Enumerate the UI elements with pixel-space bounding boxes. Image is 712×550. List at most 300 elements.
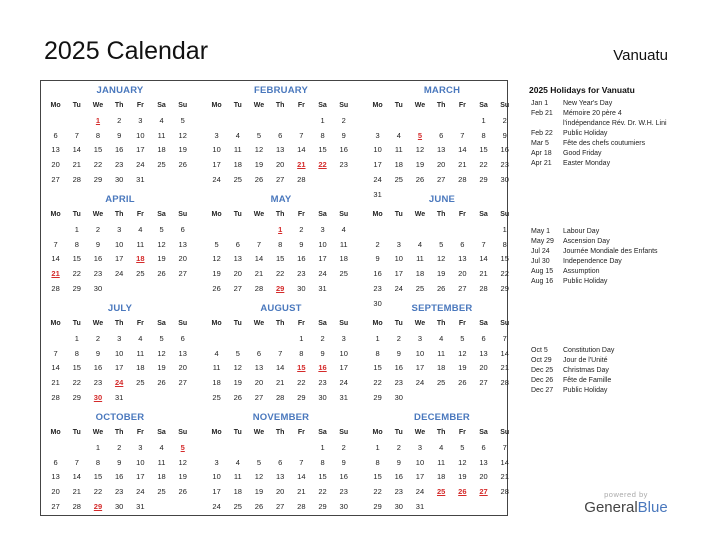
empty-day (151, 282, 172, 297)
month-title: SEPTEMBER (411, 303, 473, 314)
calendar-day: 16 (394, 472, 403, 482)
week-row (206, 391, 356, 406)
calendar-day: 31 (114, 392, 124, 402)
holiday-item (531, 139, 706, 149)
calendar-day: 15 (93, 145, 103, 155)
calendar-day: 15 (500, 254, 509, 264)
calendar-day: 4 (138, 224, 143, 234)
calendar-day: 24 (415, 378, 425, 388)
holiday-name: l'indépendance Rév. Dr. W.H. Lini (563, 120, 667, 127)
calendar-day: 17 (339, 363, 348, 373)
holiday-date: Apr 21 (531, 160, 552, 167)
calendar-day: 16 (339, 472, 348, 482)
week-row (45, 456, 195, 471)
calendar-day: 1 (320, 442, 325, 452)
week-row (206, 282, 356, 297)
calendar-day: 24 (136, 160, 145, 170)
calendar-day: 17 (373, 160, 382, 170)
calendar-day: 3 (214, 457, 219, 467)
calendar-day: 23 (394, 378, 403, 388)
week-row (45, 282, 195, 297)
month-title: FEBRUARY (253, 85, 309, 96)
calendar-day: 25 (212, 392, 221, 402)
calendar-day: 22 (479, 160, 488, 170)
weekday-label: Sa (157, 102, 166, 109)
weekday-label: Th (436, 102, 446, 109)
empty-day (333, 173, 354, 188)
calendar-day: 2 (117, 115, 122, 125)
weekday-header (206, 317, 356, 332)
holiday-day: 27 (479, 487, 488, 497)
calendar-day: 9 (117, 130, 122, 140)
calendar-day: 24 (212, 174, 221, 184)
holiday-item (531, 237, 706, 247)
holiday-date: Jul 30 (531, 258, 550, 265)
calendar-day: 31 (339, 392, 348, 402)
calendar-day: 31 (415, 501, 425, 511)
empty-day (227, 441, 248, 456)
calendar-day: 16 (297, 254, 306, 264)
calendar-day: 11 (394, 145, 403, 155)
calendar-day: 1 (481, 115, 486, 125)
weekday-label: Tu (72, 211, 81, 218)
empty-day (227, 114, 248, 129)
calendar-day: 25 (157, 160, 166, 170)
calendar-day: 21 (297, 487, 306, 497)
month-july (45, 301, 195, 406)
calendar-day: 19 (178, 472, 187, 482)
calendar-day: 29 (373, 392, 382, 402)
calendar-day: 9 (396, 348, 401, 358)
empty-day (494, 500, 515, 515)
calendar-day: 4 (235, 457, 240, 467)
calendar-day: 4 (138, 333, 143, 343)
month-october (45, 410, 195, 515)
empty-day (248, 332, 269, 347)
weekday-label: Su (339, 429, 349, 436)
brand-name-blue: Blue (637, 499, 668, 516)
holiday-item (531, 277, 706, 287)
week-row (367, 347, 517, 362)
calendar-day: 24 (394, 283, 403, 293)
holiday-group-q4 (531, 346, 706, 396)
empty-day (45, 441, 66, 456)
calendar-day: 10 (373, 145, 382, 155)
calendar-day: 2 (299, 224, 304, 234)
weekday-label: Su (500, 320, 510, 327)
empty-day (270, 441, 291, 456)
empty-day (473, 500, 494, 515)
empty-day (151, 173, 172, 188)
calendar-day: 25 (339, 269, 348, 279)
month-title: MARCH (423, 85, 461, 96)
weekday-label: Mo (50, 320, 61, 327)
calendar-day: 6 (439, 130, 444, 140)
calendar-day: 27 (51, 174, 60, 184)
calendar-day: 5 (460, 442, 465, 452)
calendar-day: 14 (297, 145, 306, 155)
empty-day (130, 391, 151, 406)
calendar-day: 14 (72, 145, 81, 155)
calendar-day: 4 (235, 130, 240, 140)
calendar-day: 16 (114, 145, 124, 155)
holiday-name: Constitution Day (563, 347, 615, 354)
weekday-header (45, 317, 195, 332)
empty-day (270, 332, 291, 347)
calendar-day: 21 (500, 472, 509, 482)
holiday-date: Oct 5 (531, 347, 548, 354)
calendar-day: 18 (157, 472, 166, 482)
calendar-day: 31 (136, 501, 145, 511)
week-row (206, 129, 356, 144)
calendar-day: 12 (212, 254, 221, 264)
calendar-day: 30 (394, 392, 403, 402)
calendar-day: 31 (136, 174, 145, 184)
calendar-day: 20 (178, 363, 187, 373)
holiday-name: Public Holiday (563, 387, 608, 394)
holiday-group-q2 (531, 227, 706, 287)
weekday-label: Fr (458, 429, 466, 436)
calendar-day: 14 (51, 254, 60, 264)
weekday-label: Th (275, 102, 285, 109)
holiday-day: 5 (417, 130, 423, 140)
calendar-day: 21 (72, 487, 81, 497)
calendar-day: 20 (233, 269, 242, 279)
holiday-day: 21 (297, 160, 306, 170)
week-row (367, 332, 517, 347)
empty-day (452, 500, 473, 515)
calendar-day: 25 (415, 283, 425, 293)
calendar-day: 9 (95, 348, 101, 358)
month-title: APRIL (105, 194, 135, 205)
calendar-day: 25 (233, 501, 242, 511)
calendar-day: 15 (318, 145, 327, 155)
calendar-day: 8 (320, 457, 325, 467)
weekday-label: Th (114, 102, 124, 109)
holiday-name: Independence Day (563, 258, 622, 265)
calendar-day: 11 (437, 457, 446, 467)
week-row (45, 441, 195, 456)
empty-day (473, 223, 494, 238)
week-row (367, 282, 517, 297)
calendar-day: 30 (114, 174, 124, 184)
calendar-day: 16 (394, 363, 403, 373)
week-row (206, 223, 356, 238)
calendar-day: 29 (72, 392, 81, 402)
calendar-day: 19 (254, 487, 264, 497)
calendar-day: 13 (479, 457, 488, 467)
month-may (206, 192, 356, 297)
holiday-item (531, 149, 706, 159)
weekday-label: We (92, 211, 104, 218)
weekday-label: Fr (297, 320, 305, 327)
holiday-item (531, 129, 706, 139)
calendar-day: 6 (53, 457, 58, 467)
weekday-label: We (414, 320, 426, 327)
holiday-day: 25 (436, 487, 446, 497)
calendar-day: 18 (339, 254, 348, 264)
calendar-day: 18 (233, 160, 242, 170)
holiday-date: Feb 22 (531, 130, 553, 137)
calendar-day: 6 (180, 224, 185, 234)
calendar-day: 19 (157, 363, 166, 373)
calendar-day: 5 (235, 348, 240, 358)
calendar-day: 5 (439, 239, 444, 249)
calendar-day: 4 (159, 115, 164, 125)
calendar-day: 17 (212, 160, 221, 170)
calendar-day: 22 (318, 487, 327, 497)
calendar-day: 15 (373, 363, 382, 373)
calendar-day: 5 (159, 333, 164, 343)
month-march (367, 83, 517, 203)
calendar-day: 30 (318, 392, 327, 402)
calendar-day: 9 (117, 457, 122, 467)
calendar-day: 13 (233, 254, 242, 264)
calendar-day: 9 (341, 130, 346, 140)
calendar-day: 24 (136, 487, 145, 497)
week-row (367, 238, 517, 253)
calendar-day: 14 (458, 145, 467, 155)
calendar-day: 5 (256, 130, 262, 140)
calendar-day: 27 (458, 283, 467, 293)
weekday-label: Mo (372, 429, 383, 436)
calendar-day: 31 (373, 189, 382, 199)
holiday-date: Jan 1 (531, 100, 549, 107)
empty-day (172, 391, 193, 406)
weekday-label: Tu (233, 429, 242, 436)
weekday-label: Sa (157, 320, 166, 327)
weekday-label: Mo (211, 320, 222, 327)
empty-day (248, 223, 269, 238)
calendar-day: 7 (299, 130, 304, 140)
weekday-label: Th (275, 211, 285, 218)
calendar-day: 13 (275, 145, 285, 155)
week-row (367, 500, 517, 515)
calendar-day: 27 (178, 378, 187, 388)
calendar-day: 9 (396, 457, 401, 467)
calendar-day: 5 (214, 239, 219, 249)
weekday-label: Fr (297, 102, 305, 109)
calendar-day: 23 (114, 487, 124, 497)
calendar-day: 19 (415, 160, 425, 170)
month-september (367, 301, 517, 406)
calendar-day: 6 (278, 457, 283, 467)
calendar-day: 10 (318, 239, 327, 249)
weekday-label: Su (178, 320, 188, 327)
calendar-day: 11 (437, 348, 446, 358)
holiday-item (531, 247, 706, 257)
holiday-name: Public Holiday (563, 130, 608, 137)
holiday-day: 29 (275, 283, 285, 293)
calendar-day: 8 (299, 348, 304, 358)
holiday-name: Assumption (563, 268, 600, 275)
holiday-name: Jour de l'Unité (563, 357, 608, 364)
calendar-day: 4 (159, 442, 164, 452)
holiday-date: Aug 16 (531, 278, 554, 285)
calendar-day: 2 (502, 115, 507, 125)
calendar-day: 6 (278, 130, 283, 140)
calendar-day: 29 (500, 283, 509, 293)
empty-day (409, 114, 430, 129)
calendar-day: 14 (479, 254, 488, 264)
month-title: JANUARY (96, 85, 144, 96)
week-row (206, 252, 356, 267)
calendar-day: 11 (339, 239, 348, 249)
weekday-header (367, 99, 517, 114)
week-row (45, 500, 195, 515)
weekday-label: We (92, 320, 104, 327)
weekday-label: Fr (136, 102, 144, 109)
holiday-group-q1 (531, 99, 706, 169)
calendar-day: 11 (416, 254, 424, 264)
holiday-date: Oct 29 (531, 357, 552, 364)
calendar-day: 1 (375, 442, 380, 452)
week-row (45, 391, 195, 406)
calendar-day: 16 (93, 363, 103, 373)
calendar-day: 10 (394, 254, 403, 264)
month-august (206, 301, 356, 406)
holiday-name: Ascension Day (563, 238, 610, 245)
week-row (206, 347, 356, 362)
calendar-day: 23 (500, 160, 509, 170)
holiday-day: 24 (114, 378, 124, 388)
month-title: DECEMBER (414, 412, 470, 423)
empty-day (45, 114, 66, 129)
calendar-day: 26 (254, 174, 264, 184)
weekday-label: Sa (318, 320, 327, 327)
empty-day (66, 114, 87, 129)
week-row (367, 114, 517, 129)
calendar-day: 13 (275, 472, 285, 482)
week-row (45, 267, 195, 282)
weekday-label: Su (178, 429, 188, 436)
calendar-day: 10 (212, 145, 221, 155)
weekday-label: Tu (394, 102, 403, 109)
week-row (206, 143, 356, 158)
calendar-day: 18 (436, 472, 446, 482)
holiday-item (531, 386, 706, 396)
calendar-day: 28 (72, 501, 81, 511)
calendar-day: 10 (136, 130, 145, 140)
calendar-day: 12 (415, 145, 425, 155)
calendar-day: 12 (178, 457, 187, 467)
month-november (206, 410, 356, 515)
calendar-day: 9 (95, 239, 101, 249)
weekday-label: Su (178, 211, 188, 218)
calendar-day: 10 (339, 348, 348, 358)
empty-day (367, 114, 388, 129)
calendar-day: 1 (299, 333, 304, 343)
weekday-label: Su (500, 429, 510, 436)
calendar-day: 1 (375, 333, 380, 343)
calendar-day: 28 (500, 378, 509, 388)
weekday-label: Sa (318, 429, 327, 436)
calendar-day: 2 (95, 224, 101, 234)
week-row (367, 361, 517, 376)
holiday-day: 1 (278, 224, 283, 234)
weekday-label: Th (114, 429, 124, 436)
calendar-day: 6 (235, 239, 240, 249)
calendar-day: 3 (396, 239, 401, 249)
weekday-header (45, 426, 195, 441)
calendar-day: 14 (254, 254, 264, 264)
calendar-day: 4 (214, 348, 219, 358)
calendar-day: 14 (275, 363, 285, 373)
weekday-label: Th (114, 320, 124, 327)
calendar-day: 30 (297, 283, 306, 293)
calendar-day: 1 (74, 224, 79, 234)
calendar-day: 5 (159, 224, 164, 234)
calendar-day: 23 (373, 283, 382, 293)
empty-day (151, 391, 172, 406)
calendar-day: 10 (114, 239, 124, 249)
calendar-day: 3 (341, 333, 346, 343)
calendar-day: 30 (373, 298, 382, 308)
empty-day (452, 223, 473, 238)
holiday-item (531, 376, 706, 386)
brand-name-general: General (584, 499, 638, 516)
holiday-name: Journée Mondiale des Enfants (563, 248, 658, 255)
holiday-day: 5 (180, 442, 185, 452)
calendar-day: 24 (415, 487, 425, 497)
calendar-day: 9 (341, 457, 346, 467)
calendar-day: 29 (72, 283, 81, 293)
calendar-day: 25 (136, 269, 145, 279)
month-title: OCTOBER (95, 412, 145, 423)
calendar-day: 24 (318, 269, 327, 279)
calendar-day: 6 (460, 239, 465, 249)
weekday-label: Tu (233, 211, 242, 218)
calendar-day: 20 (178, 254, 187, 264)
calendar-day: 14 (72, 472, 81, 482)
week-row (45, 158, 195, 173)
calendar-day: 16 (373, 269, 382, 279)
calendar-day: 19 (178, 145, 187, 155)
week-row (45, 470, 195, 485)
weekday-label: Fr (297, 211, 305, 218)
month-title: JULY (107, 303, 133, 314)
calendar-day: 11 (157, 130, 166, 140)
week-row (206, 470, 356, 485)
empty-day (431, 114, 452, 129)
calendar-day: 7 (502, 442, 507, 452)
weekday-label: Tu (72, 320, 81, 327)
week-row (45, 114, 195, 129)
calendar-day: 13 (254, 363, 264, 373)
weekday-label: Sa (479, 211, 488, 218)
empty-day (172, 500, 193, 515)
calendar-day: 26 (178, 487, 187, 497)
month-december (367, 410, 517, 515)
calendar-day: 20 (479, 472, 488, 482)
month-title: JUNE (428, 194, 456, 205)
weekday-label: Th (436, 429, 446, 436)
calendar-day: 26 (458, 378, 467, 388)
weekday-label: Mo (50, 102, 61, 109)
weekday-label: Fr (297, 429, 305, 436)
calendar-day: 23 (93, 378, 103, 388)
calendar-day: 22 (93, 160, 103, 170)
calendar-day: 3 (138, 442, 143, 452)
holiday-day: 15 (297, 363, 306, 373)
calendar-day: 27 (178, 269, 187, 279)
calendar-day: 24 (339, 378, 348, 388)
calendar-day: 15 (373, 472, 382, 482)
calendar-day: 28 (275, 392, 285, 402)
weekday-header (45, 208, 195, 223)
calendar-day: 27 (479, 378, 488, 388)
week-row (367, 143, 517, 158)
